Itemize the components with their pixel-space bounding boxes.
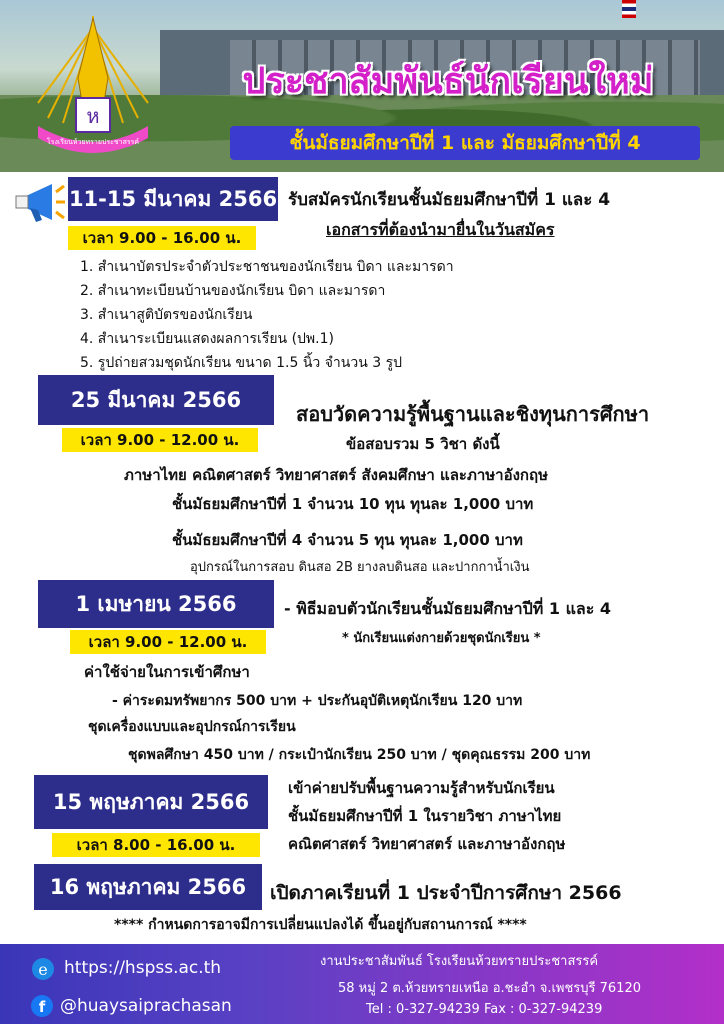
section4-time: เวลา 8.00 - 16.00 น. bbox=[52, 833, 260, 857]
megaphone-icon bbox=[12, 180, 66, 224]
scholarship-m1: ชั้นมัธยมศึกษาปีที่ 1 จำนวน 10 ทุน ทุนละ 1,000 บาท bbox=[172, 495, 534, 513]
section5-heading: เปิดภาคเรียนที่ 1 ประจำปีการศึกษา 2566 bbox=[270, 882, 622, 904]
schedule-notice: **** กำหนดการอาจมีการเปลี่ยนแปลงได้ ขึ้นอยู่กับสถานการณ์ **** bbox=[114, 917, 527, 933]
scholarship-m4: ชั้นมัธยมศึกษาปีที่ 4 จำนวน 5 ทุน ทุนละ 1,000 บาท bbox=[172, 531, 523, 549]
svg-text:f: f bbox=[38, 998, 46, 1016]
doc-item: 5. รูปถ่ายสวมชุดนักเรียน ขนาด 1.5 นิ้ว จำนวน 3 รูป bbox=[80, 355, 402, 371]
cost-line: - ค่าระดมทรัพยากร 500 บาท + ประกันอุบัติเหตุนักเรียน 120 บาท bbox=[112, 693, 523, 709]
camp-line1: เข้าค่ายปรับพื้นฐานความรู้สำหรับนักเรียน bbox=[288, 779, 555, 797]
section2-date: 25 มีนาคม 2566 bbox=[38, 375, 274, 425]
school-phone: Tel : 0-327-94239 Fax : 0-327-94239 bbox=[366, 1002, 603, 1017]
section5-date: 16 พฤษภาคม 2566 bbox=[34, 864, 262, 910]
exam-equipment: อุปกรณ์ในการสอบ ดินสอ 2B ยางลบดินสอ และปากกาน้ำเงิน bbox=[190, 560, 530, 575]
school-address: 58 หมู่ 2 ต.ห้วยทรายเหนือ อ.ชะอำ จ.เพชรบุรี 76120 bbox=[338, 981, 641, 996]
docs-heading: เอกสารที่ต้องนำมายื่นในวันสมัคร bbox=[326, 220, 555, 239]
exam-subject-count: ข้อสอบรวม 5 วิชา ดังนี้ bbox=[346, 435, 500, 453]
section1-time: เวลา 9.00 - 16.00 น. bbox=[68, 226, 256, 250]
svg-text:ห: ห bbox=[86, 104, 100, 128]
footer bbox=[0, 944, 724, 1024]
header-banner bbox=[0, 0, 724, 172]
section1-date: 11-15 มีนาคม 2566 bbox=[68, 177, 278, 221]
office-name: งานประชาสัมพันธ์ โรงเรียนห้วยทรายประชาสรรค์ bbox=[320, 954, 599, 969]
section2-heading: สอบวัดความรู้พื้นฐานและชิงทุนการศึกษา bbox=[296, 402, 650, 426]
doc-item: 3. สำเนาสูติบัตรของนักเรียน bbox=[80, 307, 253, 323]
section3-date: 1 เมษายน 2566 bbox=[38, 580, 274, 628]
section3-heading: - พิธีมอบตัวนักเรียนชั้นมัธยมศึกษาปีที่ 1 และ 4 bbox=[284, 599, 612, 618]
uniform-heading: ชุดเครื่องแบบและอุปกรณ์การเรียน bbox=[88, 719, 296, 735]
section1-heading: รับสมัครนักเรียนชั้นมัธยมศึกษาปีที่ 1 และ 4 bbox=[288, 190, 611, 210]
section2-time: เวลา 9.00 - 12.00 น. bbox=[62, 428, 258, 452]
camp-line3: คณิตศาสตร์ วิทยาศาสตร์ และภาษาอังกฤษ bbox=[288, 835, 566, 853]
costs-heading: ค่าใช้จ่ายในการเข้าศึกษา bbox=[84, 663, 250, 681]
page-title: ประชาสัมพันธ์นักเรียนใหม่ bbox=[242, 61, 654, 102]
website-link[interactable]: https://hspss.ac.th bbox=[64, 958, 222, 978]
uniform-prices: ชุดพลศึกษา 450 บาท / กระเป๋านักเรียน 250 บาท / ชุดคุณธรรม 200 บาท bbox=[128, 747, 591, 763]
section4-date: 15 พฤษภาคม 2566 bbox=[34, 775, 268, 829]
uniform-note: * นักเรียนแต่งกายด้วยชุดนักเรียน * bbox=[342, 631, 541, 646]
subtitle-text: ชั้นมัธยมศึกษาปีที่ 1 และ มัธยมศึกษาปีที่ 4 bbox=[289, 132, 641, 154]
svg-text:e: e bbox=[38, 960, 48, 979]
camp-line2: ชั้นมัธยมศึกษาปีที่ 1 ในรายวิชา ภาษาไทย bbox=[288, 807, 562, 825]
school-logo bbox=[28, 8, 158, 158]
section3-time: เวลา 9.00 - 12.00 น. bbox=[70, 630, 266, 654]
exam-subjects: ภาษาไทย คณิตศาสตร์ วิทยาศาสตร์ สังคมศึกษา และภาษาอังกฤษ bbox=[124, 466, 548, 484]
browser-icon bbox=[30, 956, 56, 982]
facebook-link[interactable]: @huaysaiprachasan bbox=[60, 996, 232, 1016]
doc-item: 2. สำเนาทะเบียนบ้านของนักเรียน บิดา และมารดา bbox=[80, 283, 386, 299]
doc-item: 4. สำเนาระเบียนแสดงผลการเรียน (ปพ.1) bbox=[80, 331, 334, 347]
doc-item: 1. สำเนาบัตรประจำตัวประชาชนของนักเรียน บิดา และมารดา bbox=[80, 259, 454, 275]
facebook-icon bbox=[30, 994, 54, 1018]
logo-caption: โรงเรียนห้วยทรายประชาสรรค์ bbox=[46, 138, 140, 146]
thai-flag-icon bbox=[622, 0, 636, 18]
subtitle-banner bbox=[230, 126, 700, 160]
